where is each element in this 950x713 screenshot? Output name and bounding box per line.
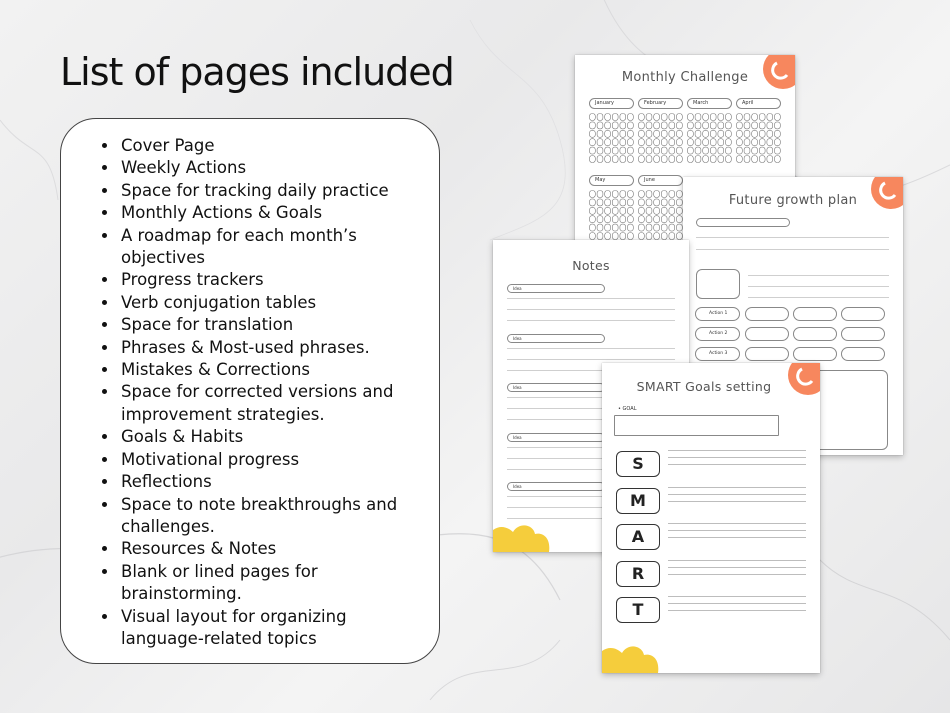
day-dots-grid [736,113,782,165]
future-goal-pill [696,218,790,227]
month-label-pill: March [687,98,732,109]
list-item: • Weekly Actions [119,157,419,179]
goal-input-box [614,415,779,436]
action-box [745,347,789,361]
goal-label-text: GOAL [622,406,637,412]
action-label-pill: Action 2 [695,327,740,341]
yellow-cloud-decoration [602,643,662,673]
page-heading: List of pages included [60,50,454,94]
month-label-pill: April [736,98,781,109]
list-item: • Resources & Notes [119,538,419,560]
smart-goals-title: SMART Goals setting [636,379,772,394]
action-box [841,327,885,341]
action-box [745,307,789,321]
smart-goals-page-preview [602,363,820,673]
day-dots-grid [589,190,635,242]
future-growth-title: Future growth plan [728,193,858,208]
goal-label: • GOAL [618,406,637,412]
list-item: • Space to note breakthroughs and challenges. [119,494,419,539]
day-dots-grid [638,190,684,242]
action-box [745,327,789,341]
day-dots-grid [638,113,684,165]
list-item: • Goals & Habits [119,426,419,448]
list-item: • Blank or lined pages for brainstorming. [119,561,419,606]
smart-letter-box: T [616,597,660,623]
list-item: • Space for tracking daily practice [119,180,419,202]
action-box [793,307,837,321]
monthly-challenge-title: Monthly Challenge [621,70,749,85]
list-item: • A roadmap for each month’s objectives [119,225,419,270]
list-item: • Reflections [119,471,419,493]
pages-list [61,119,439,650]
month-label-pill: June [638,175,683,186]
smart-letter-box: S [616,451,660,477]
yellow-cloud-decoration [493,520,553,552]
list-item: • Progress trackers [119,269,419,291]
action-box [793,327,837,341]
list-item: • Phrases & Most-used phrases. [119,337,419,359]
smart-letter-box: A [616,524,660,550]
month-label-pill: February [638,98,683,109]
action-box [793,347,837,361]
day-dots-grid [687,113,733,165]
idea-label-pill: Idea [507,482,605,491]
day-dots-grid [589,113,635,165]
action-box [841,347,885,361]
list-item: • Motivational progress [119,449,419,471]
action-label-pill: Action 1 [695,307,740,321]
pages-list-card [60,118,440,664]
idea-label-pill: Idea [507,334,605,343]
future-notes-box [811,370,888,450]
notes-title: Notes [572,258,610,273]
list-item: • Mistakes & Corrections [119,359,419,381]
action-box [841,307,885,321]
idea-label-pill: Idea [507,433,605,442]
list-item: • Space for corrected versions and improvement strategies. [119,381,419,426]
future-image-box [696,269,740,299]
smart-letter-box: R [616,561,660,587]
month-label-pill: January [589,98,634,109]
idea-label-pill: Idea [507,284,605,293]
list-item: • Cover Page [119,135,419,157]
list-item: • Monthly Actions & Goals [119,202,419,224]
smart-letter-box: M [616,488,660,514]
month-label-pill: May [589,175,634,186]
idea-label-pill: Idea [507,383,605,392]
action-label-pill: Action 3 [695,347,740,361]
list-item: • Space for translation [119,314,419,336]
list-item: • Verb conjugation tables [119,292,419,314]
list-item: • Visual layout for organizing language-related topics [119,606,419,651]
